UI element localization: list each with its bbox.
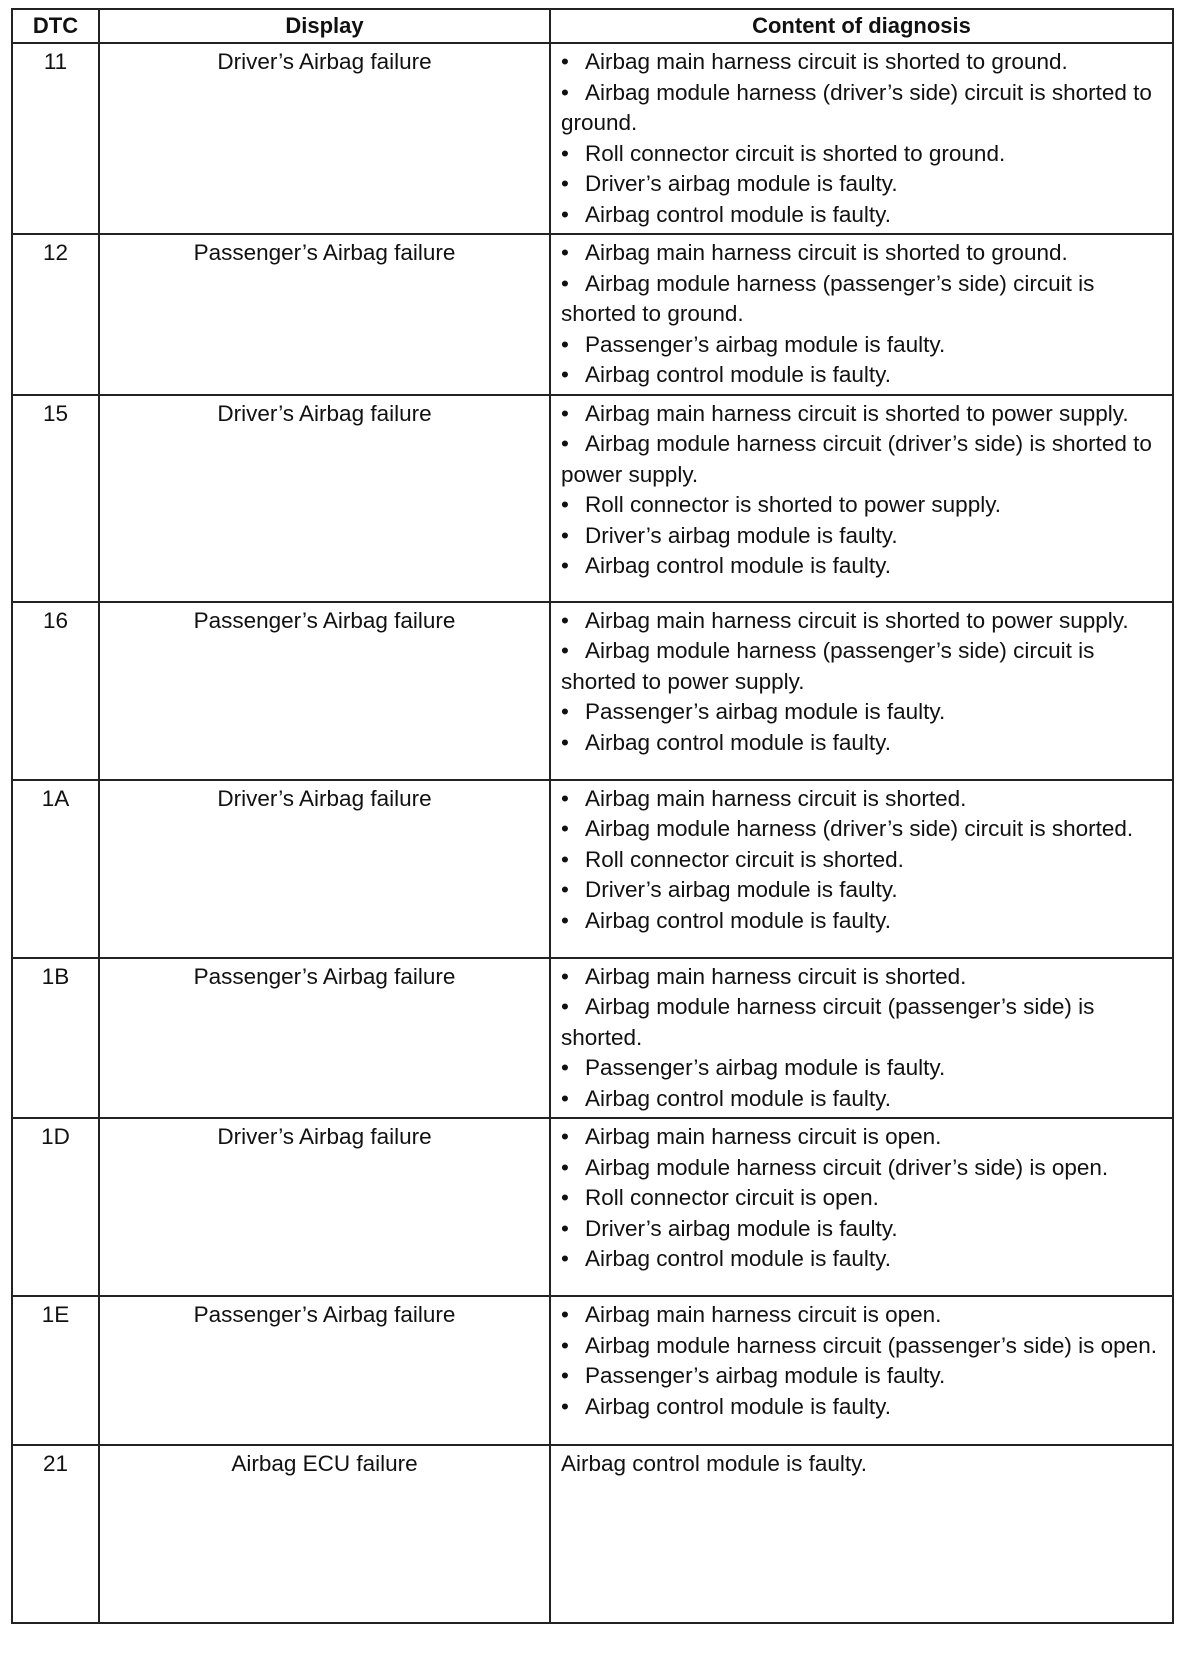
diagnosis-item: • Airbag main harness circuit is shorted.	[561, 784, 1168, 815]
diagnosis-item: • Airbag module harness circuit (driver’s side) is open.	[561, 1153, 1168, 1184]
diagnosis-item: • Airbag control module is faulty.	[561, 1392, 1168, 1423]
table-body	[12, 43, 1173, 1623]
display-cell: Passenger’s Airbag failure	[99, 958, 550, 1119]
diagnosis-item: • Airbag main harness circuit is shorted.	[561, 962, 1168, 993]
diagnosis-content-cell	[550, 1445, 1173, 1623]
display-cell: Driver’s Airbag failure	[99, 395, 550, 602]
dtc-code-cell: 1B	[12, 958, 99, 1119]
table-row	[12, 395, 1173, 602]
diagnosis-content-cell	[550, 395, 1173, 602]
diagnosis-item: • Passenger’s airbag module is faulty.	[561, 330, 1168, 361]
diagnosis-text: Airbag control module is faulty.	[561, 1451, 867, 1476]
diagnosis-item: • Driver’s airbag module is faulty.	[561, 1214, 1168, 1245]
diagnosis-item: • Passenger’s airbag module is faulty.	[561, 1361, 1168, 1392]
diagnosis-content-cell	[550, 602, 1173, 780]
dtc-code-cell: 1D	[12, 1118, 99, 1296]
table-row	[12, 43, 1173, 234]
table-row	[12, 602, 1173, 780]
diagnosis-item: • Airbag module harness circuit (passenger’s side) is open.	[561, 1331, 1168, 1362]
diagnosis-item: • Airbag control module is faulty.	[561, 551, 1168, 582]
diagnosis-item: • Airbag module harness circuit (passenger’s side) is shorted.	[561, 992, 1168, 1053]
display-cell: Airbag ECU failure	[99, 1445, 550, 1623]
diagnosis-item: • Airbag main harness circuit is open.	[561, 1122, 1168, 1153]
display-cell: Passenger’s Airbag failure	[99, 234, 550, 395]
display-cell: Passenger’s Airbag failure	[99, 602, 550, 780]
table-row	[12, 1296, 1173, 1445]
dtc-code-cell: 11	[12, 43, 99, 234]
diagnosis-item: • Airbag module harness (driver’s side) circuit is shorted to ground.	[561, 78, 1168, 139]
dtc-table	[11, 8, 1174, 1624]
diagnosis-content-cell	[550, 43, 1173, 234]
diagnosis-content-cell	[550, 958, 1173, 1119]
table-row	[12, 958, 1173, 1119]
diagnosis-item: • Roll connector is shorted to power supply.	[561, 490, 1168, 521]
table-row	[12, 1445, 1173, 1623]
dtc-code-cell: 16	[12, 602, 99, 780]
diagnosis-item: • Driver’s airbag module is faulty.	[561, 169, 1168, 200]
display-cell: Driver’s Airbag failure	[99, 780, 550, 958]
diagnosis-item: • Airbag module harness (passenger’s side) circuit is shorted to ground.	[561, 269, 1168, 330]
diagnosis-item: • Airbag control module is faulty.	[561, 200, 1168, 231]
diagnosis-item: • Airbag control module is faulty.	[561, 728, 1168, 759]
dtc-code-cell: 15	[12, 395, 99, 602]
diagnosis-content-cell	[550, 780, 1173, 958]
table-row	[12, 1118, 1173, 1296]
display-cell: Passenger’s Airbag failure	[99, 1296, 550, 1445]
diagnosis-content-cell	[550, 1296, 1173, 1445]
dtc-code-cell: 1E	[12, 1296, 99, 1445]
header-content: Content of diagnosis	[550, 9, 1173, 43]
diagnosis-item: • Roll connector circuit is shorted to ground.	[561, 139, 1168, 170]
diagnosis-item: • Passenger’s airbag module is faulty.	[561, 1053, 1168, 1084]
dtc-code-cell: 12	[12, 234, 99, 395]
diagnosis-content-cell	[550, 1118, 1173, 1296]
diagnosis-item: • Airbag module harness (passenger’s side) circuit is shorted to power supply.	[561, 636, 1168, 697]
diagnosis-item: • Airbag control module is faulty.	[561, 1244, 1168, 1275]
header-row	[12, 9, 1173, 43]
diagnosis-item: • Airbag main harness circuit is shorted to power supply.	[561, 399, 1168, 430]
diagnosis-item: • Airbag module harness (driver’s side) circuit is shorted.	[561, 814, 1168, 845]
header-display: Display	[99, 9, 550, 43]
diagnosis-item: • Airbag main harness circuit is shorted to ground.	[561, 238, 1168, 269]
diagnosis-item: • Driver’s airbag module is faulty.	[561, 521, 1168, 552]
table-row	[12, 780, 1173, 958]
diagnosis-item: • Airbag main harness circuit is shorted to ground.	[561, 47, 1168, 78]
diagnosis-item: • Airbag main harness circuit is open.	[561, 1300, 1168, 1331]
diagnosis-item: • Airbag main harness circuit is shorted to power supply.	[561, 606, 1168, 637]
table-header	[12, 9, 1173, 43]
diagnosis-item: • Airbag control module is faulty.	[561, 906, 1168, 937]
table-row	[12, 234, 1173, 395]
diagnosis-item: • Airbag module harness circuit (driver’s side) is shorted to power supply.	[561, 429, 1168, 490]
display-cell: Driver’s Airbag failure	[99, 1118, 550, 1296]
dtc-code-cell: 21	[12, 1445, 99, 1623]
diagnosis-item: • Passenger’s airbag module is faulty.	[561, 697, 1168, 728]
diagnosis-item: • Roll connector circuit is shorted.	[561, 845, 1168, 876]
dtc-code-cell: 1A	[12, 780, 99, 958]
diagnosis-item: • Driver’s airbag module is faulty.	[561, 875, 1168, 906]
diagnosis-item: • Airbag control module is faulty.	[561, 1084, 1168, 1115]
diagnosis-content-cell	[550, 234, 1173, 395]
display-cell: Driver’s Airbag failure	[99, 43, 550, 234]
header-dtc: DTC	[12, 9, 99, 43]
diagnosis-item: • Airbag control module is faulty.	[561, 360, 1168, 391]
diagnosis-item: • Roll connector circuit is open.	[561, 1183, 1168, 1214]
